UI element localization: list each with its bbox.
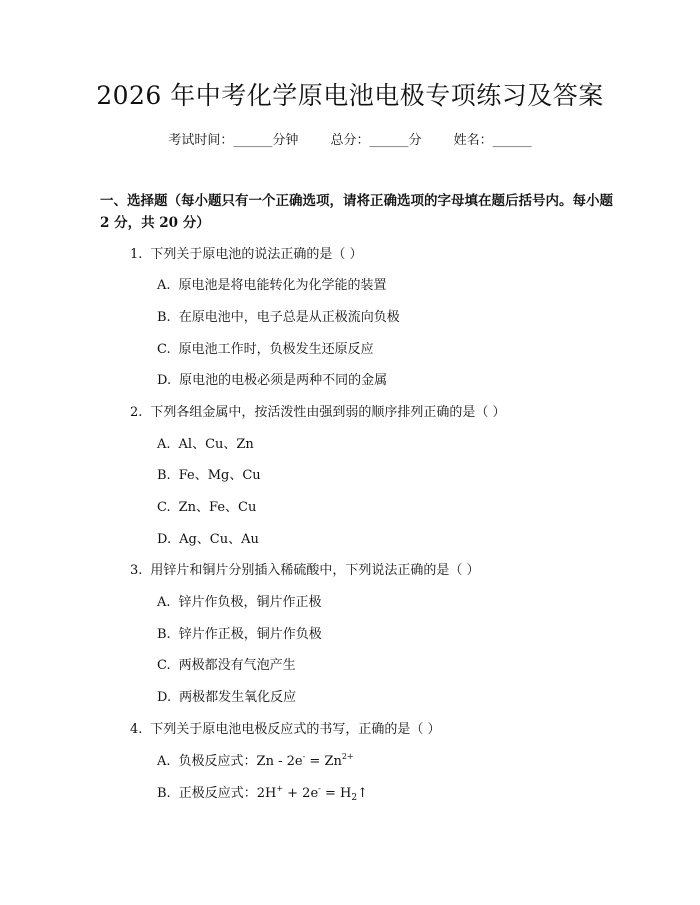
exam-time-field: 考试时间：______分钟	[168, 133, 299, 148]
option-letter: B.	[157, 627, 171, 642]
formula-part: + 2e	[283, 786, 319, 801]
formula-superscript: -	[302, 752, 306, 761]
gas-arrow-icon: ↑	[357, 786, 368, 801]
option-letter: B.	[157, 468, 171, 483]
option-text: 两极都发生氧化反应	[179, 690, 297, 705]
formula-part: 2H	[256, 786, 277, 801]
option-1a	[157, 277, 387, 295]
option-2d	[157, 531, 259, 549]
option-text: 两极都没有气泡产生	[178, 658, 296, 673]
option-letter: D.	[157, 373, 172, 388]
question-text: 下列各组金属中，按活泼性由强到弱的顺序排列正确的是（ ）	[150, 405, 506, 420]
question-text: 下列关于原电池电极反应式的书写，正确的是（ ）	[150, 722, 441, 737]
option-letter: B.	[157, 786, 171, 801]
option-4a	[157, 753, 354, 771]
option-3b	[157, 626, 322, 644]
option-1d	[157, 372, 387, 390]
page-title: 2026 年中考化学原电池电极专项练习及答案	[96, 81, 604, 110]
option-letter: C.	[157, 500, 171, 515]
question-number: 2.	[130, 405, 143, 420]
option-text: 原电池的电极必须是两种不同的金属	[179, 373, 388, 388]
option-letter: C.	[157, 342, 171, 357]
option-letter: D.	[157, 690, 172, 705]
formula-part: = H	[320, 786, 352, 801]
option-2a	[157, 436, 254, 454]
formula-part: = Zn	[305, 754, 342, 769]
formula-superscript: +	[276, 784, 284, 793]
question-number: 4.	[130, 722, 143, 737]
option-text: Fe、Mg、Cu	[178, 468, 261, 483]
option-label: 负极反应式：	[178, 754, 257, 769]
option-letter: A.	[157, 595, 171, 610]
question-2	[130, 404, 506, 422]
option-text: 原电池工作时，负极发生还原反应	[178, 342, 374, 357]
option-text: Zn、Fe、Cu	[178, 500, 257, 515]
question-4	[130, 721, 441, 739]
option-text: 在原电池中，电子总是从正极流向负极	[178, 310, 400, 325]
question-1	[130, 246, 363, 264]
option-letter: A.	[157, 754, 171, 769]
question-text: 用锌片和铜片分别插入稀硫酸中，下列说法正确的是（ ）	[150, 563, 480, 578]
option-text: Ag、Cu、Au	[179, 532, 259, 547]
question-number: 3.	[130, 563, 143, 578]
option-letter: A.	[157, 278, 171, 293]
student-name-field: 姓名：______	[453, 133, 532, 148]
section-heading: 一、选择题（每小题只有一个正确选项，请将正确选项的字母填在题后括号内。每小题 2 分，共 20 分）	[100, 193, 613, 231]
formula-subscript: 2	[351, 793, 358, 803]
question-3	[130, 562, 480, 580]
question-number: 1.	[130, 247, 143, 262]
option-1b	[157, 309, 400, 327]
option-text: Al、Cu、Zn	[178, 437, 254, 452]
option-1c	[157, 341, 374, 359]
option-text: 锌片作负极，铜片作正极	[178, 595, 322, 610]
option-letter: A.	[157, 437, 171, 452]
option-letter: B.	[157, 310, 171, 325]
formula-superscript: 2+	[341, 752, 354, 761]
option-text: 锌片作正极，铜片作负极	[178, 627, 322, 642]
option-text: 原电池是将电能转化为化学能的装置	[178, 278, 387, 293]
option-letter: D.	[157, 532, 172, 547]
total-score-field: 总分：______分	[330, 133, 422, 148]
option-2c	[157, 499, 256, 517]
formula-superscript: -	[318, 784, 321, 793]
option-3c	[157, 657, 296, 675]
question-text: 下列关于原电池的说法正确的是（ ）	[150, 247, 363, 262]
option-letter: C.	[157, 658, 171, 673]
option-3a	[157, 594, 322, 612]
option-3d	[157, 689, 296, 707]
option-label: 正极反应式：	[178, 786, 257, 801]
option-2b	[157, 467, 261, 485]
exam-meta-line	[0, 132, 700, 150]
option-4b	[157, 785, 368, 803]
formula-part: Zn - 2e	[256, 754, 303, 769]
